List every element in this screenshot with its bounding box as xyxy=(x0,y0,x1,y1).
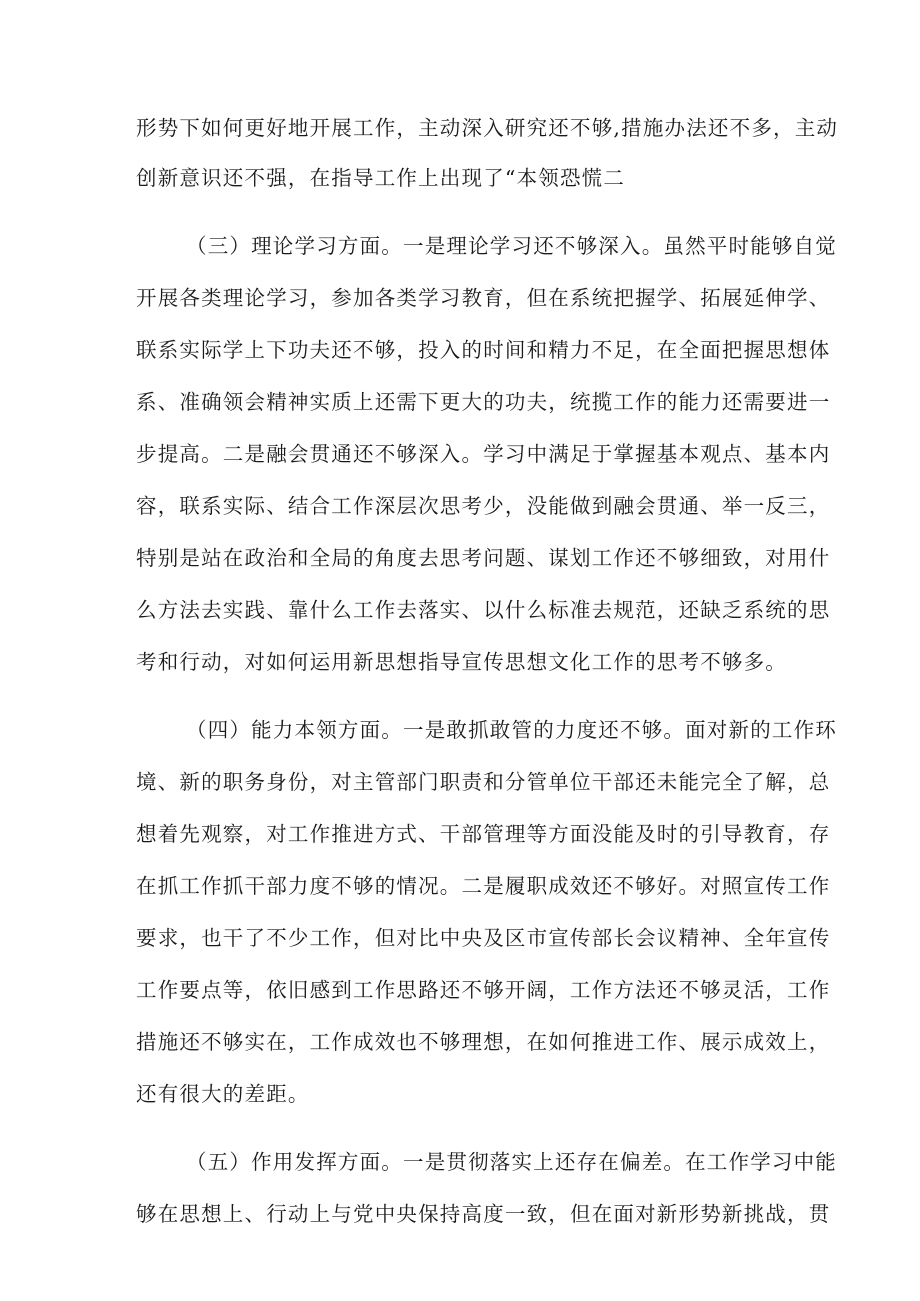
text-line: 要求，也干了不少工作，但对比中央及区市宣传部长会议精神、全年宣传 xyxy=(136,926,831,950)
text-line: （四）能力本领方面。一是敢抓敢管的力度还不够。面对新的工作环 xyxy=(186,718,837,742)
text-line: 在抓工作抓干部力度不够的情况。二是履职成效还不够好。对照宣传工作 xyxy=(136,874,831,898)
text-line: 形势下如何更好地开展工作，主动深入研究还不够,措施办法还不多，主动 xyxy=(136,116,839,140)
text-line: 么方法去实践、靠什么工作去落实、以什么标准去规范，还缺乏系统的思 xyxy=(136,598,831,622)
text-line: 想着先观察，对工作推进方式、干部管理等方面没能及时的引导教育，存 xyxy=(136,822,831,846)
text-line: 考和行动，对如何运用新思想指导宣传思想文化工作的思考不够多。 xyxy=(136,650,787,674)
text-line: 够在思想上、行动上与党中央保持高度一致，但在面对新形势新挑战，贯 xyxy=(136,1202,831,1226)
text-line: 措施还不够实在，工作成效也不够理想，在如何推进工作、展示成效上， xyxy=(136,1030,831,1054)
text-line: （五）作用发挥方面。一是贯彻落实上还存在偏差。在工作学习中能 xyxy=(186,1150,837,1174)
text-line: 境、新的职务身份，对主管部门职责和分管单位干部还未能完全了解，总 xyxy=(136,770,831,794)
text-line: 系、准确领会精神实质上还需下更大的功夫，统揽工作的能力还需要进一 xyxy=(136,390,831,414)
text-line: 还有很大的差距。 xyxy=(136,1082,310,1106)
text-line: 联系实际学上下功夫还不够，投入的时间和精力不足，在全面把握思想体 xyxy=(136,338,831,362)
text-line: 容，联系实际、结合工作深层次思考少，没能做到融会贯通、举一反三， xyxy=(136,494,831,518)
text-line: 特别是站在政治和全局的角度去思考问题、谋划工作还不够细致，对用什 xyxy=(136,546,831,570)
text-line: 创新意识还不强，在指导工作上出现了“本领恐慌二 xyxy=(136,166,626,190)
text-line: 工作要点等，依旧感到工作思路还不够开阔，工作方法还不够灵活，工作 xyxy=(136,978,831,1002)
text-line: 步提高。二是融会贯通还不够深入。学习中满足于掌握基本观点、基本内 xyxy=(136,442,831,466)
text-line: （三）理论学习方面。一是理论学习还不够深入。虽然平时能够自觉 xyxy=(186,234,837,258)
text-line: 开展各类理论学习，参加各类学习教育，但在系统把握学、拓展延伸学、 xyxy=(136,286,831,310)
